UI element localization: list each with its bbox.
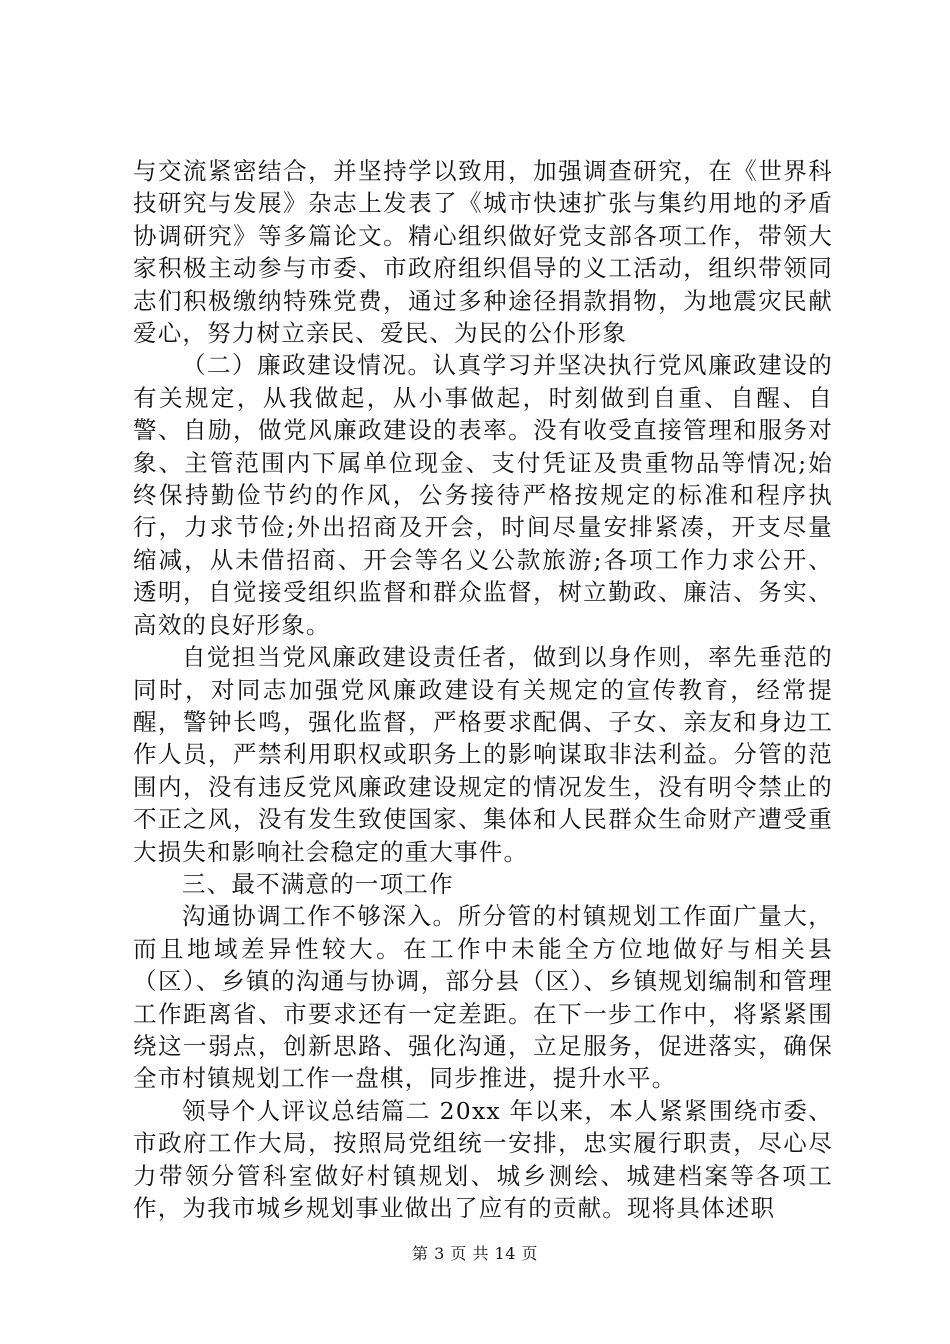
paragraph-responsibility: 自觉担当党风廉政建设责任者，做到以身作则，率先垂范的同时，对同志加强党风廉政建设有关规定的宣传教育，经常提醒，警钟长鸣，强化监督，严格要求配偶、子女、亲友和身边工作人员，严禁利用职权或职务上的影响谋取非法利益。分管的范围内，没有违反党风廉政建设规定的情况发生，没有明令禁止的不正之风，没有发生致使国家、集体和人民群众生命财产遭受重大损失和影响社会稳定的重大事件。: [133, 643, 833, 866]
page-number-footer: 第 3 页 共 14 页: [412, 1244, 538, 1263]
paragraph-continuation: 与交流紧密结合，并坚持学以致用，加强调查研究，在《世界科技研究与发展》杂志上发表了《城市快速扩张与集约用地的矛盾协调研究》等多篇论文。精心组织做好党支部各项工作，带领大家积极主动参与市委、市政府组织倡导的义工活动，组织带领同志们积极缴纳特殊党费，通过多种途径捐款捐物，为地震灾民献爱心，努力树立亲民、爱民、为民的公仆形象: [133, 157, 833, 348]
document-body: [133, 155, 833, 1224]
paragraph-summary-part-two: 领导个人评议总结篇二 20xx 年以来，本人紧紧围绕市委、市政府工作大局，按照局党组统一安排，忠实履行职责，尽心尽力带领分管科室做好村镇规划、城乡测绘、城建档案等各项工作，为我市城乡规划事业做出了应有的贡献。现将具体述职: [133, 1096, 833, 1222]
paragraph-integrity-building: （二）廉政建设情况。认真学习并坚决执行党风廉政建设的有关规定，从我做起，从小事做起，时刻做到自重、自醒、自警、自励，做党风廉政建设的表率。没有收受直接管理和服务对象、主管范围内下属单位现金、支付凭证及贵重物品等情况;始终保持勤俭节约的作风，公务接待严格按规定的标准和程序执行，力求节俭;外出招商及开会，时间尽量安排紧凑，开支尽量缩减，从未借招商、开会等名义公款旅游;各项工作力求公开、透明，自觉接受组织监督和群众监督，树立勤政、廉洁、务实、高效的良好形象。: [133, 351, 833, 639]
section-heading-least-satisfied: 三、最不满意的一项工作: [182, 869, 454, 898]
paragraph-communication: 沟通协调工作不够深入。所分管的村镇规划工作面广量大，而且地域差异性较大。在工作中未能全方位地做好与相关县（区）、乡镇的沟通与协调，部分县（区）、乡镇规划编制和管理工作距离省、市要求还有一定差距。在下一步工作中，将紧紧围绕这一弱点，创新思路、强化沟通，立足服务，促进落实，确保全市村镇规划工作一盘棋，同步推进，提升水平。: [133, 902, 833, 1093]
